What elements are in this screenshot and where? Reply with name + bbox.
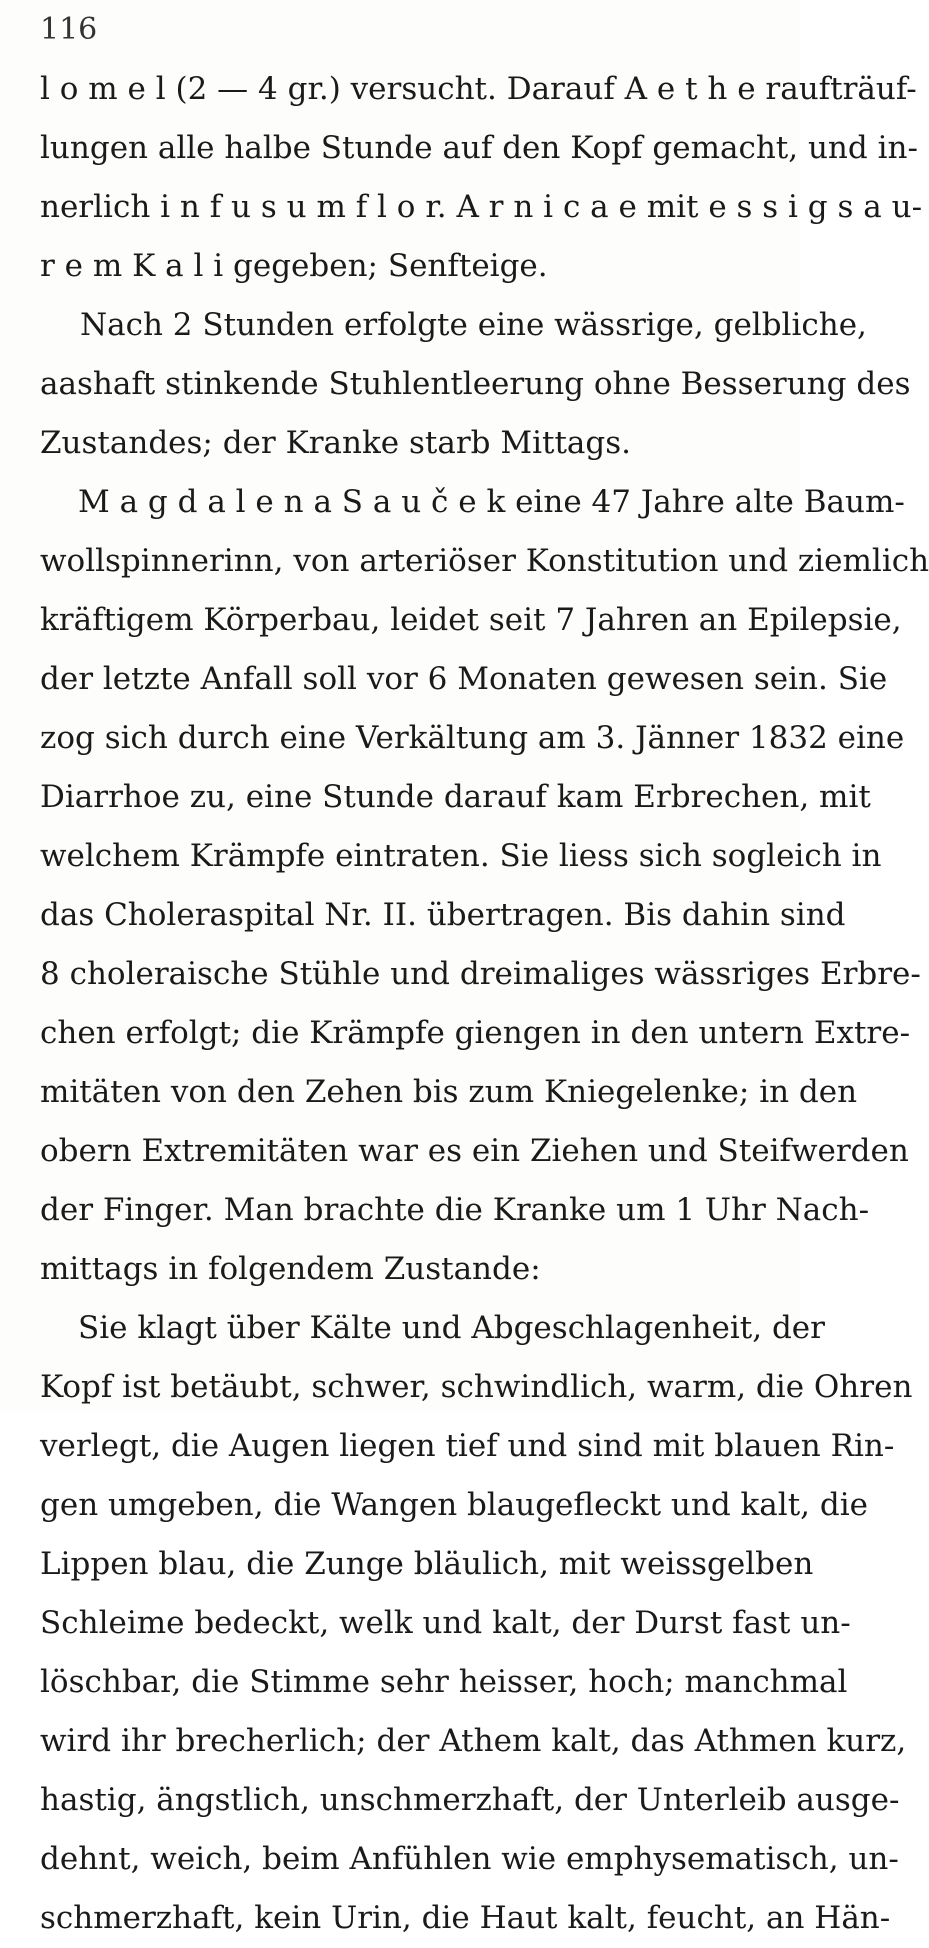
- text-line: chen erfolgt; die Krämpfe giengen in den untern Extre-: [40, 1015, 911, 1051]
- text-line: Sie klagt über Kälte und Abgeschlagenheit, der: [78, 1310, 825, 1346]
- text-line: wollspinnerinn, von arteriöser Konstitution und ziemlich: [40, 543, 929, 579]
- text-line: obern Extremitäten war es ein Ziehen und Steifwerden: [40, 1133, 909, 1169]
- text-line: Diarrhoe zu, eine Stunde darauf kam Erbrechen, mit: [40, 779, 871, 815]
- text-line: kräftigem Körperbau, leidet seit 7 Jahren an Epilepsie,: [40, 602, 902, 638]
- text-line: löschbar, die Stimme sehr heisser, hoch; manchmal: [40, 1664, 848, 1700]
- text-line: das Choleraspital Nr. II. übertragen. Bis dahin sind: [40, 897, 846, 933]
- text-line: hastig, ängstlich, unschmerzhaft, der Unterleib ausge-: [40, 1782, 900, 1818]
- text-line: mitäten von den Zehen bis zum Kniegelenke; in den: [40, 1074, 858, 1110]
- text-line: Lippen blau, die Zunge bläulich, mit weissgelben: [40, 1546, 814, 1582]
- text-line: der Finger. Man brachte die Kranke um 1 Uhr Nach-: [40, 1192, 870, 1228]
- text-line: Schleime bedeckt, welk und kalt, der Durst fast un-: [40, 1605, 851, 1641]
- text-line: nerlich i n f u s u m f l o r. A r n i c a e mit e s s i g s a u-: [40, 189, 923, 225]
- text-line: l o m e l (2 — 4 gr.) versucht. Darauf A e t h e raufträuf-: [40, 71, 917, 107]
- text-line: gen umgeben, die Wangen blaugefleckt und kalt, die: [40, 1487, 868, 1523]
- text-line: welchem Krämpfe eintraten. Sie liess sich sogleich in: [40, 838, 882, 874]
- text-line: verlegt, die Augen liegen tief und sind mit blauen Rin-: [40, 1428, 895, 1464]
- page-number: 116: [40, 12, 98, 47]
- text-line: dehnt, weich, beim Anfühlen wie emphysematisch, un-: [40, 1841, 899, 1877]
- text-line: 8 choleraische Stühle und dreimaliges wässriges Erbre-: [40, 956, 921, 992]
- text-line: der letzte Anfall soll vor 6 Monaten gewesen sein. Sie: [40, 661, 888, 697]
- text-line: mittags in folgendem Zustande:: [40, 1251, 541, 1287]
- body-text: [40, 60, 929, 1948]
- text-line: Kopf ist betäubt, schwer, schwindlich, warm, die Ohren: [40, 1369, 913, 1405]
- text-line: zog sich durch eine Verkältung am 3. Jänner 1832 eine: [40, 720, 905, 756]
- text-line: lungen alle halbe Stunde auf den Kopf gemacht, und in-: [40, 130, 918, 166]
- text-line: M a g d a l e n a S a u č e k eine 47 Jahre alte Baum-: [78, 484, 905, 520]
- text-line: Nach 2 Stunden erfolgte eine wässrige, gelbliche,: [80, 307, 867, 343]
- text-line: schmerzhaft, kein Urin, die Haut kalt, feucht, an Hän-: [40, 1900, 891, 1936]
- text-line: Zustandes; der Kranke starb Mittags.: [40, 425, 632, 461]
- text-line: aashaft stinkende Stuhlentleerung ohne Besserung des: [40, 366, 911, 402]
- text-line: wird ihr brecherlich; der Athem kalt, das Athmen kurz,: [40, 1723, 907, 1759]
- text-line: r e m K a l i gegeben; Senfteige.: [40, 248, 548, 284]
